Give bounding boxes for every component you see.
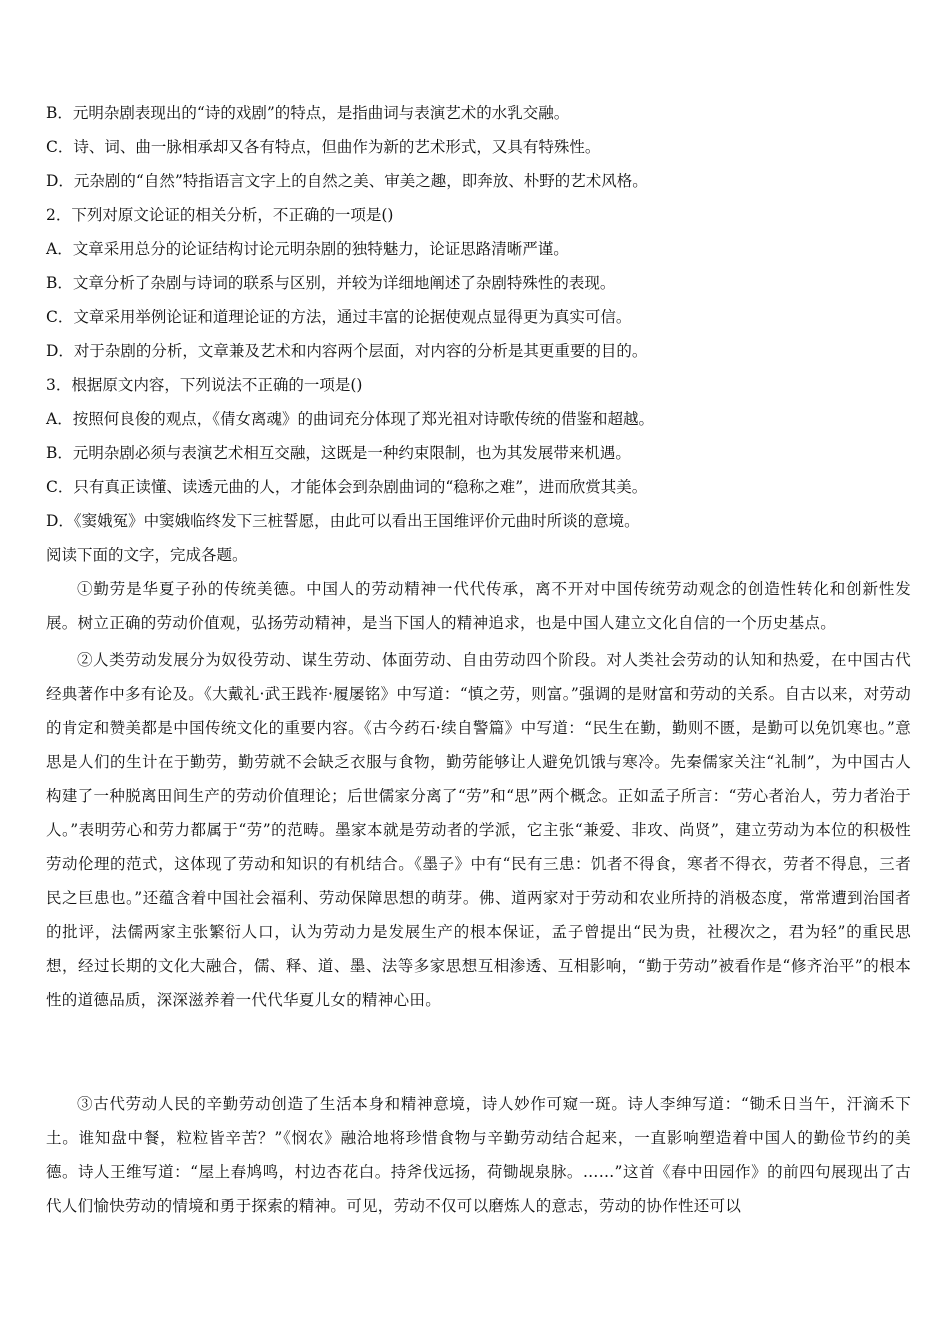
q2-option-d: D．对于杂剧的分析，文章兼及艺术和内容两个层面，对内容的分析是其更重要的目的。 xyxy=(46,342,648,360)
q3-option-c: C．只有真正读懂、读透元曲的人，才能体会到杂剧曲词的“稳称之难”，进而欣赏其美。 xyxy=(46,478,648,496)
reading-instruction: 阅读下面的文字，完成各题。 xyxy=(46,546,248,564)
q2-option-b: B．文章分析了杂剧与诗词的联系与区别，并较为详细地阐述了杂剧特殊性的表现。 xyxy=(46,274,616,292)
q2-stem: 2．下列对原文论证的相关分析，不正确的一项是() xyxy=(46,206,394,224)
q2-option-a: A．文章采用总分的论证结构讨论元明杂剧的独特魅力，论证思路清晰严谨。 xyxy=(46,240,569,258)
reading-paragraph-2: ②人类劳动发展分为奴役劳动、谋生劳动、体面劳动、自由劳动四个阶段。对人类社会劳动的认知和热爱，在中国古代经典著作中多有论及。《大戴礼·武王践祚·履屡铭》中写道：“慎之劳，则富。”强调的是财富和劳动的关系。自古以来，对劳动的肯定和赞美都是中国传统文化的重要内容。《古今药石·续自警篇》中写道：“民生在勤，勤则不匮，是勤可以免饥寒也。”意思是人们的生计在于勤劳，勤劳就不会缺乏衣服与食物，勤劳能够让人避免饥饿与寒冷。先秦儒家关注“礼制”，为中国古人构建了一种脱离田间生产的劳动价值理论；后世儒家分离了“劳”和“思”两个概念。正如孟子所言：“劳心者治人，劳力者治于人。”表明劳心和劳力都属于“劳”的范畴。墨家本就是劳动者的学派，它主张“兼爱、非攻、尚贤”，建立劳动为本位的积极性劳动伦理的范式，这体现了劳动和知识的有机结合。《墨子》中有“民有三患：饥者不得食，寒者不得衣，劳者不得息，三者民之巨患也。”还蕴含着中国社会福利、劳动保障思想的萌芽。佛、道两家对于劳动和农业所持的消极态度，常常遭到治国者的批评，法儒两家主张繁衍人口，认为劳动力是发展生产的根本保证，孟子曾提出“民为贵，社稷次之，君为轻”的重民思想，经过长期的文化大融合，儒、释、道、墨、法等多家思想互相渗透、互相影响，“勤于劳动”被看作是“修齐治平”的根本性的道德品质，深深滋养着一代代华夏儿女的精神心田。 xyxy=(46,651,911,1009)
q3-stem: 3．根据原文内容，下列说法不正确的一项是() xyxy=(46,376,363,394)
q3-option-b: B．元明杂剧必须与表演艺术相互交融，这既是一种约束限制，也为其发展带来机遇。 xyxy=(46,444,631,462)
reading-paragraph-3: ③古代劳动人民的辛勤劳动创造了生活本身和精神意境，诗人妙作可窥一斑。诗人李绅写道：“锄禾日当午，汗滴禾下土。谁知盘中餐，粒粒皆辛苦？”《悯农》融洽地将珍惜食物与辛勤劳动结合起来，一直影响塑造着中国人的勤俭节约的美德。诗人王维写道：“屋上春鸠鸣，村边杏花白。持斧伐远扬，荷锄觇泉脉。……”这首《春中田园作》的前四句展现出了古代人们愉快劳动的情境和勇于探索的精神。可见，劳动不仅可以磨炼人的意志，劳动的协作性还可以 xyxy=(46,1095,911,1215)
q2-option-c: C．文章采用举例论证和道理论证的方法，通过丰富的论据使观点显得更为真实可信。 xyxy=(46,308,632,326)
q1-option-b: B．元明杂剧表现出的“诗的戏剧”的特点，是指曲词与表演艺术的水乳交融。 xyxy=(46,104,570,122)
q1-option-c: C．诗、词、曲一脉相承却又各有特点，但曲作为新的艺术形式，又具有特殊性。 xyxy=(46,138,601,156)
q1-option-d: D．元杂剧的“自然”特指语言文字上的自然之美、审美之趣，即奔放、朴野的艺术风格。 xyxy=(46,172,648,190)
q3-option-d: D．《窦娥冤》中窦娥临终发下三桩誓愿，由此可以看出王国维评价元曲时所谈的意境。 xyxy=(46,512,640,530)
q3-option-a: A．按照何良俊的观点，《倩女离魂》的曲词充分体现了郑光祖对诗歌传统的借鉴和超越。 xyxy=(46,410,654,428)
reading-paragraph-1: ①勤劳是华夏子孙的传统美德。中国人的劳动精神一代代传承，离不开对中国传统劳动观念的创造性转化和创新性发展。树立正确的劳动价值观，弘扬劳动精神，是当下国人的精神追求，也是中国人建立文化自信的一个历史基点。 xyxy=(46,580,911,632)
